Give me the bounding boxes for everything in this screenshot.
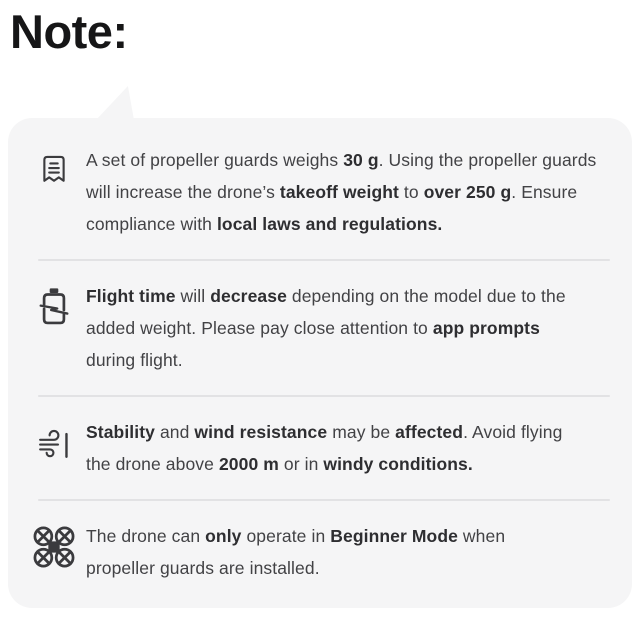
text-line: A set of propeller guards weighs 30 g. Using the propeller guards — [86, 150, 597, 170]
note-item-flight-time — [28, 280, 618, 376]
receipt-icon — [28, 151, 80, 185]
note-text-beginner-mode — [86, 520, 505, 584]
text-line: added weight. Please pay close attention to app prompts — [86, 318, 540, 338]
battery-charging-icon — [28, 284, 80, 328]
drone-icon — [28, 525, 80, 569]
divider — [38, 395, 610, 397]
note-card — [8, 118, 632, 608]
note-item-beginner-mode — [28, 520, 618, 584]
divider — [38, 499, 610, 501]
wind-icon — [28, 429, 80, 463]
page-title: Note: — [10, 5, 128, 58]
note-text-stability-wind — [86, 416, 562, 480]
text-line: the drone above 2000 m or in windy conditions. — [86, 454, 473, 474]
text-line: Flight time will decrease depending on the model due to the — [86, 286, 566, 306]
note-text-propeller-weight — [86, 144, 596, 240]
text-line: Stability and wind resistance may be affected. Avoid flying — [86, 422, 563, 442]
divider — [38, 259, 610, 261]
note-text-flight-time — [86, 280, 566, 376]
text-line: propeller guards are installed. — [86, 558, 320, 578]
note-item-stability-wind — [28, 416, 618, 480]
text-line: during flight. — [86, 350, 183, 370]
speech-bubble-tail — [96, 86, 134, 120]
text-line: compliance with local laws and regulations. — [86, 214, 443, 234]
text-line: The drone can only operate in Beginner Mode when — [86, 526, 506, 546]
text-line: will increase the drone’s takeoff weight to over 250 g. Ensure — [86, 182, 578, 202]
note-item-propeller-weight — [28, 144, 618, 240]
